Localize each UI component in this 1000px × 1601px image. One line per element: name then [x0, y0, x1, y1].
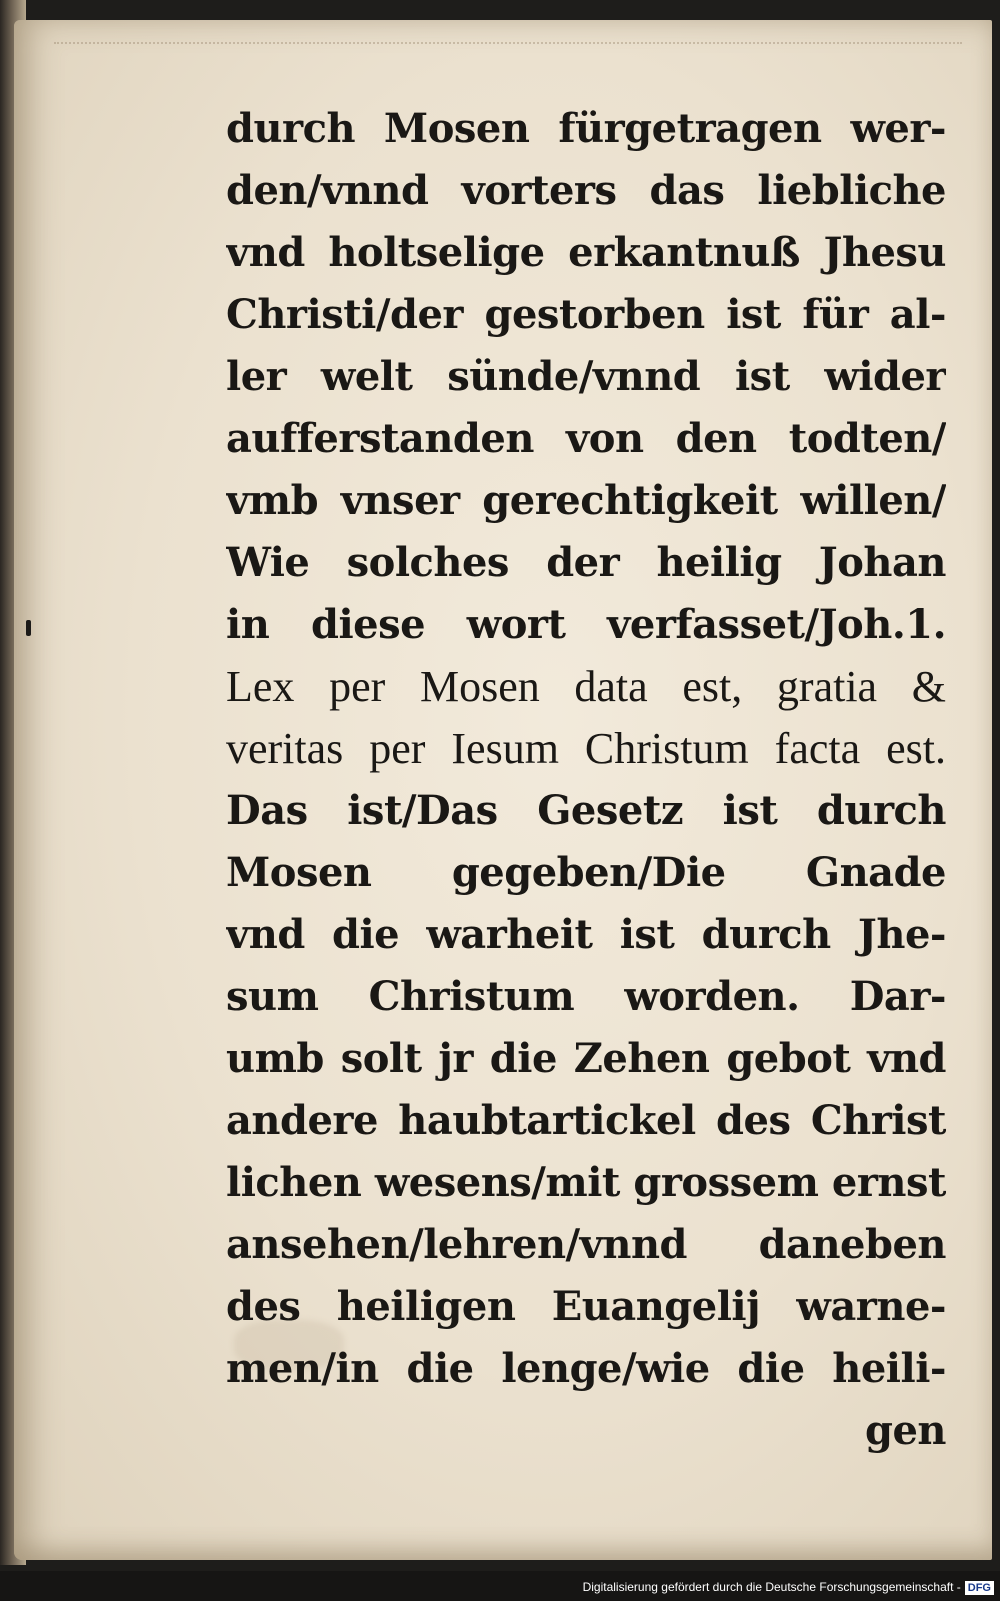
- text-line: umb solt jr die Zehen gebot vnd: [226, 1035, 946, 1082]
- text-line: in diese wort verfasset/Joh.1.: [226, 601, 946, 648]
- text-line: aufferstanden von den todten/: [226, 415, 946, 462]
- text-line: Das ist/Das Gesetz ist durch: [226, 787, 946, 834]
- text-line: Wie solches der heilig Johan: [226, 539, 946, 586]
- catchword: gen: [865, 1407, 946, 1454]
- text-line: sum Christum worden. Dar-: [226, 973, 946, 1020]
- text-line: lichen wesens/mit grossem ernst: [226, 1159, 946, 1206]
- text-line: Christi/der gestorben ist für al-: [226, 291, 946, 338]
- latin-text-line: veritas per Iesum Christum facta est.: [226, 724, 946, 773]
- text-line: Mosen gegeben/Die Gnade: [226, 849, 946, 896]
- margin-ink-mark: [26, 620, 31, 636]
- text-line: vnd holtselige erkantnuß Jhesu: [226, 229, 946, 276]
- text-line: andere haubtartickel des Christ: [226, 1097, 946, 1144]
- text-line: des heiligen Euangelij warne-: [226, 1283, 946, 1330]
- text-block: [226, 98, 946, 1462]
- text-line: vnd die warheit ist durch Jhe-: [226, 911, 946, 958]
- text-line: ler welt sünde/vnnd ist wider: [226, 353, 946, 400]
- dfg-logo: DFG: [965, 1581, 994, 1595]
- text-line: vmb vnser gerechtigkeit willen/: [226, 477, 946, 524]
- text-line: ansehen/lehren/vnnd daneben: [226, 1221, 946, 1268]
- funding-credit: [583, 1580, 994, 1595]
- text-line: durch Mosen fürgetragen wer-: [226, 105, 946, 152]
- latin-text-line: Lex per Mosen data est, gratia &: [226, 662, 946, 711]
- funding-credit-text: Digitalisierung gefördert durch die Deutsche Forschungsgemeinschaft -: [582, 1580, 961, 1595]
- text-line: men/in die lenge/wie die heili-: [226, 1345, 946, 1392]
- digitization-footer: [0, 1571, 1000, 1601]
- text-line: den/vnnd vorters das liebliche: [226, 167, 946, 214]
